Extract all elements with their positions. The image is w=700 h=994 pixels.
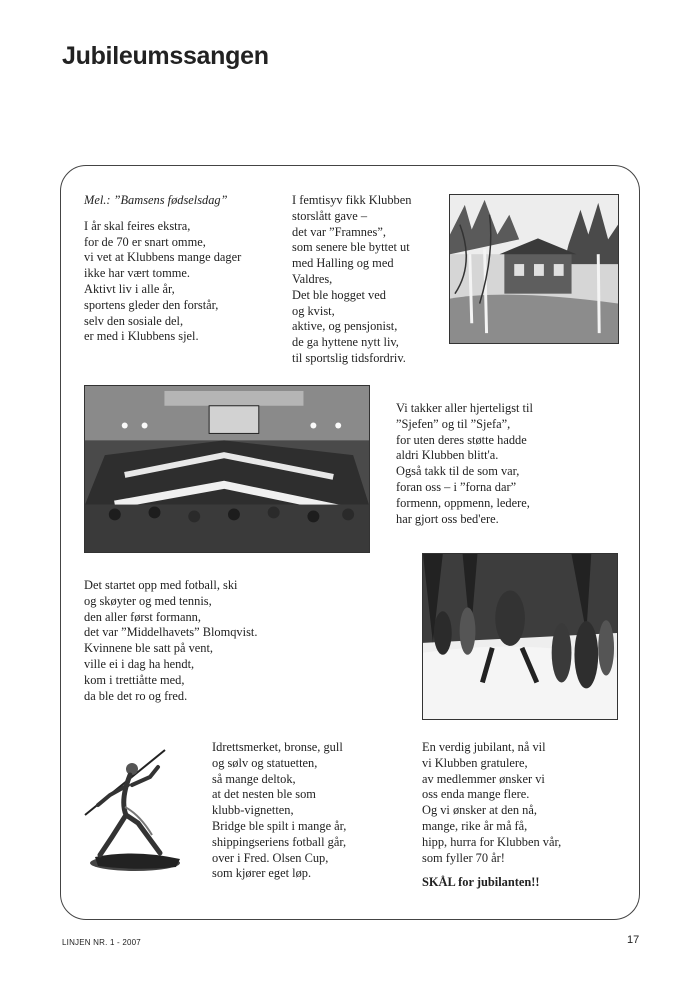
verse-line: ville ei i dag ha hendt, [84, 656, 195, 671]
verse-line: Aktivt liv i alle år, [84, 281, 175, 296]
page-title: Jubileumssangen [62, 42, 269, 70]
verse-1 [84, 193, 241, 345]
verse-3 [396, 401, 533, 527]
verse-2 [292, 193, 411, 367]
winter-photo [422, 553, 618, 720]
verse-line: Også takk til de som var, [396, 464, 520, 479]
verse-5 [212, 740, 346, 882]
verse-line: Bridge ble spilt i mange år, [212, 818, 347, 833]
verse-line: Idrettsmerket, bronse, gull [212, 740, 343, 754]
closing-toast: SKÅL for jubilanten!! [422, 875, 540, 890]
verse-line: som fyller 70 år! [422, 850, 505, 865]
verse-line: og skøyter og med tennis, [84, 593, 212, 608]
cabin-photo [449, 194, 619, 344]
verse-line: selv den sosiale del, [84, 313, 184, 328]
verse-line: så mange deltok, [212, 771, 296, 786]
verse-4 [84, 578, 257, 704]
verse-line: Valdres, [292, 271, 333, 286]
verse-6 [422, 740, 561, 891]
verse-line: vi Klubben gratulere, [422, 755, 528, 770]
verse-line: Det ble hogget ved [292, 287, 386, 302]
verse-line: ”Sjefen” og til ”Sjefa”, [396, 416, 511, 431]
verse-line: av medlemmer ønsker vi [422, 771, 545, 786]
verse-line: over i Fred. Olsen Cup, [212, 850, 329, 865]
banquet-photo [84, 385, 370, 553]
verse-line: til sportslig tidsfordriv. [292, 350, 406, 365]
verse-line: den aller først formann, [84, 609, 201, 624]
verse-line: ikke har vært tomme. [84, 266, 190, 281]
verse-line: kom i trettiåtte med, [84, 672, 185, 687]
verse-line: klubb-vignetten, [212, 803, 294, 818]
verse-line: foran oss – i ”forna dar” [396, 479, 517, 494]
verse-line: Og vi ønsker at den nå, [422, 803, 537, 818]
verse-line: aktive, og pensjonist, [292, 319, 398, 334]
verse-line: med Halling og med [292, 256, 394, 271]
verse-line: sportens gleder den forstår, [84, 297, 219, 312]
verse-line: storslått gave – [292, 208, 368, 223]
javelin-thrower-illustration [80, 745, 190, 875]
verse-line: for uten deres støtte hadde [396, 432, 527, 447]
verse-line: formenn, oppmenn, ledere, [396, 495, 530, 510]
verse-line: som kjører eget løp. [212, 866, 312, 881]
verse-line: er med i Klubbens sjel. [84, 329, 199, 344]
verse-line: mange, rike år må få, [422, 818, 528, 833]
verse-line: En verdig jubilant, nå vil [422, 740, 546, 754]
verse-line: at det nesten ble som [212, 787, 316, 802]
verse-line: Kvinnene ble satt på vent, [84, 641, 214, 656]
verse-line: Det startet opp med fotball, ski [84, 578, 238, 592]
verse-line: aldri Klubben blitt'a. [396, 448, 499, 463]
verse-line: de ga hyttene nytt liv, [292, 335, 399, 350]
page-number: 17 [627, 934, 640, 946]
melody-note: Mel.: ”Bamsens fødselsdag” [84, 193, 228, 207]
verse-line: Vi takker aller hjerteligst til [396, 401, 533, 415]
verse-line: har gjort oss bed'ere. [396, 511, 499, 526]
verse-line: og sølv og statuetten, [212, 755, 318, 770]
verse-line: det var ”Framnes”, [292, 224, 386, 239]
verse-line: det var ”Middelhavets” Blomqvist. [84, 625, 258, 640]
verse-line: oss enda mange flere. [422, 787, 530, 802]
verse-line: I femtisyv fikk Klubben [292, 193, 412, 207]
verse-line: for de 70 er snart omme, [84, 234, 206, 249]
verse-line: som senere ble byttet ut [292, 240, 410, 255]
verse-line: hipp, hurra for Klubben vår, [422, 834, 562, 849]
verse-line: og kvist, [292, 303, 335, 318]
verse-line: da ble det ro og fred. [84, 688, 188, 703]
verse-line: shippingseriens fotball går, [212, 834, 347, 849]
verse-line: vi vet at Klubbens mange dager [84, 250, 242, 265]
verse-line: I år skal feires ekstra, [84, 218, 191, 233]
footer-issue: LINJEN NR. 1 - 2007 [62, 938, 141, 947]
